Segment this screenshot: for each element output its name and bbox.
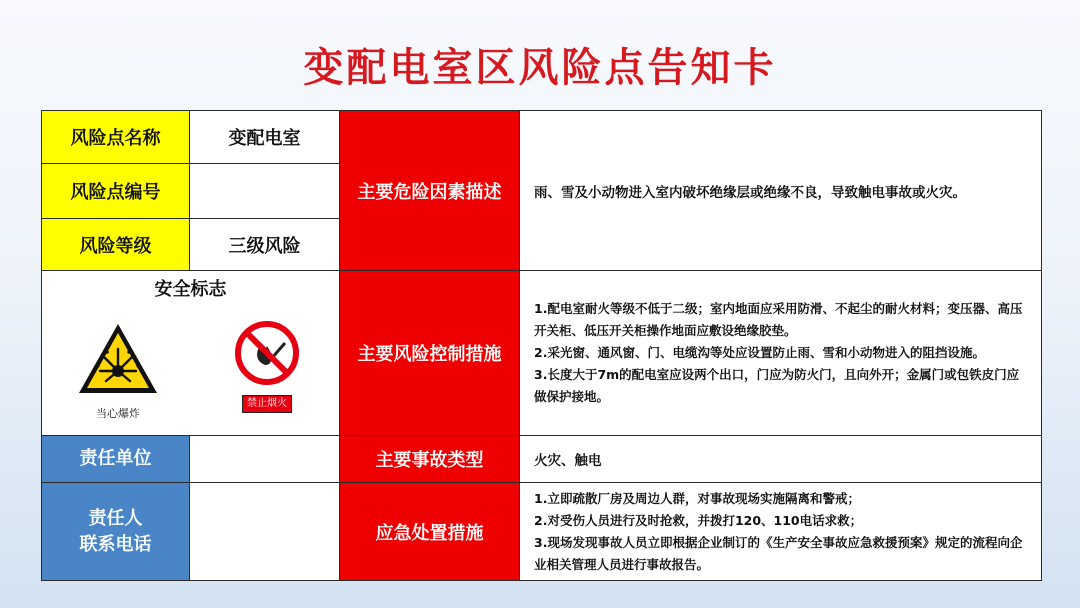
control-measures-label: 主要风险控制措施 — [340, 271, 520, 436]
emergency-measures-label: 应急处置措施 — [340, 483, 520, 581]
safety-signs-title: 安全标志 — [154, 279, 227, 300]
control-measure-item: 1.配电室耐火等级不低于二级；室内地面应采用防滑、不起尘的耐火材料；变压器、高压开关柜、低压开关柜操作地面应敷设绝缘胶垫。 — [534, 301, 1023, 338]
page-title: 变配电室区风险点告知卡 — [303, 45, 777, 91]
emergency-measures-text — [520, 483, 1042, 581]
no-fire-prohibition-icon — [235, 321, 299, 385]
risk-code-label: 风险点编号 — [42, 164, 190, 219]
explosion-warning-triangle-icon — [76, 321, 160, 397]
risk-name-value: 变配电室 — [190, 111, 340, 164]
emergency-measure-item: 3.现场发现事故人员立即根据企业制订的《生产安全事故应急救援预案》规定的流程向企业相关管理人员进行事故报告。 — [534, 534, 1023, 572]
risk-level-label: 风险等级 — [42, 219, 190, 271]
explosion-sign-caption: 当心爆炸 — [96, 407, 140, 420]
responsible-person-label — [42, 483, 190, 581]
accident-type-label: 主要事故类型 — [340, 436, 520, 483]
emergency-measure-item: 2.对受伤人员进行及时抢救，并拨打120、110电话求救； — [534, 512, 863, 528]
emergency-measure-item: 1.立即疏散厂房及周边人群，对事故现场实施隔离和警戒； — [534, 490, 860, 506]
hazard-description: 雨、雪及小动物进入室内破坏绝缘层或绝缘不良，导致触电事故或火灾。 — [520, 111, 1042, 271]
control-measure-item: 2.采光窗、通风窗、门、电缆沟等处应设置防止雨、雪和小动物进入的阻挡设施。 — [534, 345, 985, 360]
explosion-warning-sign — [76, 321, 160, 421]
accident-type-text: 火灾、触电 — [520, 436, 1042, 483]
no-fire-sign-caption: 禁止烟火 — [242, 395, 292, 413]
no-fire-sign — [232, 321, 302, 413]
risk-level-value: 三级风险 — [190, 219, 340, 271]
risk-name-label: 风险点名称 — [42, 111, 190, 164]
risk-notice-table — [41, 110, 1042, 581]
control-measures-text — [520, 271, 1042, 436]
responsible-person-value — [190, 483, 340, 581]
safety-signs-cell — [42, 271, 340, 436]
responsible-unit-label: 责任单位 — [42, 436, 190, 483]
control-measure-item: 3.长度大于7m的配电室应设两个出口，门应为防火门，且向外开；金属门或包铁皮门应做保护接地。 — [534, 367, 1020, 404]
responsible-person-label-line1: 责任人 — [88, 507, 143, 529]
risk-code-value — [190, 164, 340, 219]
responsible-person-label-line2: 联系电话 — [79, 533, 152, 555]
responsible-unit-value — [190, 436, 340, 483]
hazard-label: 主要危险因素描述 — [340, 111, 520, 271]
